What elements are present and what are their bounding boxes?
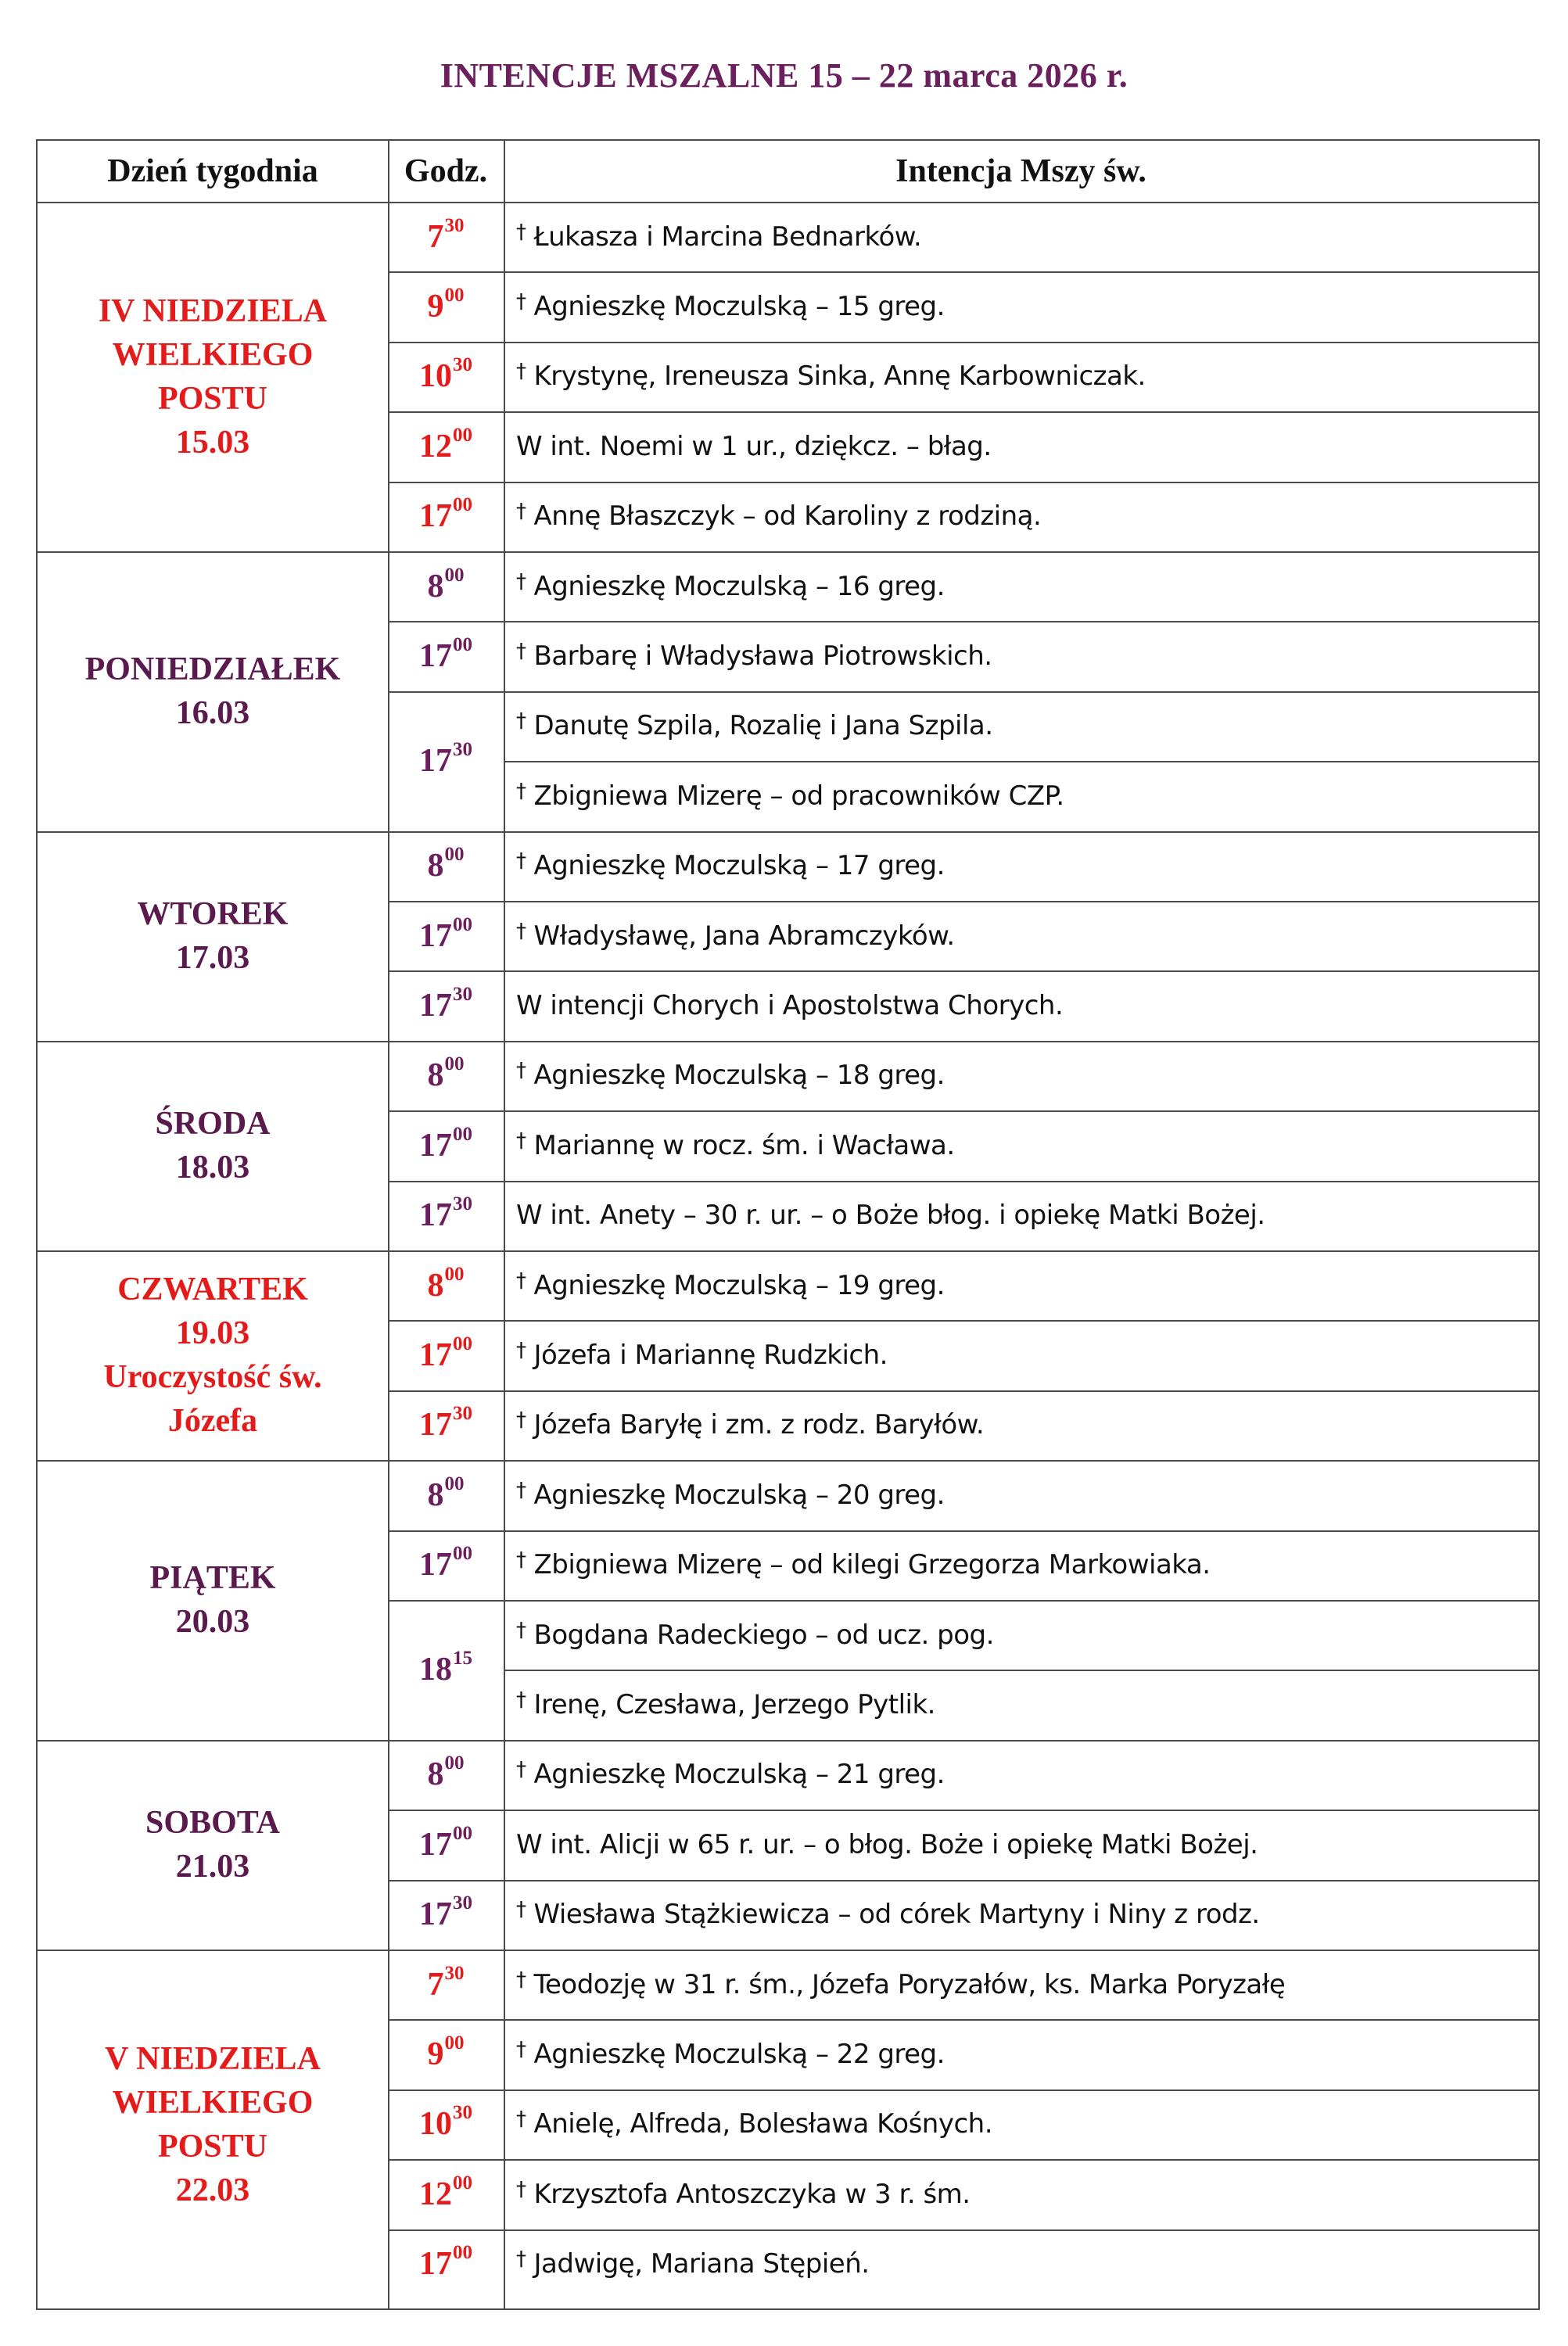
mass-time-hour: 8 (427, 1756, 444, 1793)
mass-time-hour: 10 (419, 2106, 452, 2143)
day-cell (38, 202, 388, 551)
cross-icon: † (516, 1618, 526, 1642)
intention-text: Łukasza i Marcina Bednarków. (533, 221, 922, 253)
cross-icon: † (516, 1898, 526, 1922)
mass-time-minutes: 30 (453, 2102, 472, 2124)
mass-time-minutes: 00 (444, 1752, 465, 1774)
mass-time-hour: 10 (419, 358, 452, 395)
cross-icon: † (516, 1268, 526, 1293)
intention-cell (504, 901, 1538, 970)
mass-time (388, 691, 504, 831)
intention-text: Zbigniewa Mizerę – od kilegi Grzegorza Markowiaka. (533, 1549, 1211, 1581)
mass-time (388, 411, 504, 481)
mass-time-hour: 18 (419, 1652, 452, 1688)
mass-time (388, 1880, 504, 1950)
day-label-line: PONIEDZIAŁEK (84, 651, 341, 687)
header-hour: Godz. (404, 153, 488, 189)
intention-text: Agnieszkę Moczulską – 18 greg. (533, 1060, 945, 1092)
mass-time-hour: 17 (419, 988, 452, 1024)
mass-time-minutes: 00 (453, 634, 472, 656)
cross-icon: † (516, 1408, 526, 1433)
mass-time (388, 901, 504, 970)
mass-intentions-table (36, 139, 1540, 2310)
mass-time (388, 970, 504, 1040)
page-title: INTENCJE MSZALNE 15 – 22 marca 2026 r. (440, 56, 1128, 95)
day-label-line: SOBOTA (145, 1804, 280, 1841)
mass-time-minutes: 00 (453, 1543, 472, 1565)
mass-time (388, 2229, 504, 2299)
intention-cell (504, 551, 1538, 621)
mass-time (388, 1110, 504, 1180)
day-cell (38, 551, 388, 831)
cross-icon: † (516, 1128, 526, 1153)
mass-time-minutes: 00 (453, 913, 472, 935)
mass-time-minutes: 00 (453, 1123, 472, 1145)
mass-time (388, 1600, 504, 1740)
intention-cell (504, 621, 1538, 691)
mass-time-hour: 17 (419, 1547, 452, 1584)
day-cell (38, 1740, 388, 1950)
intention-text: Józefa Baryłę i zm. z rodz. Baryłów. (533, 1409, 985, 1441)
header-intention: Intencja Mszy św. (895, 153, 1146, 189)
intention-text: Wiesława Stążkiewicza – od córek Martyny i Niny z rodz. (533, 1899, 1260, 1931)
mass-time-hour: 9 (427, 289, 444, 325)
day-label-line: PIĄTEK (149, 1559, 276, 1596)
mass-time-minutes: 00 (444, 1473, 465, 1494)
day-label-line: POSTU (157, 2128, 268, 2165)
mass-time-hour: 17 (419, 1127, 452, 1164)
mass-time-minutes: 30 (453, 354, 472, 376)
day-label-line: V NIEDZIELA (105, 2040, 321, 2077)
intention-text: Irenę, Czesława, Jerzego Pytlik. (533, 1689, 935, 1721)
cross-icon: † (516, 500, 526, 524)
intention-cell (504, 691, 1538, 761)
intention-cell (504, 1460, 1538, 1530)
mass-time-hour: 8 (427, 1267, 444, 1304)
mass-time (388, 1530, 504, 1600)
day-label-line: Uroczystość św. (103, 1359, 322, 1396)
intention-text: Józefa i Mariannę Rudzkich. (533, 1340, 888, 1372)
intention-cell (504, 1740, 1538, 1810)
cross-icon: † (516, 220, 526, 244)
intention-cell (504, 2090, 1538, 2159)
cross-icon: † (516, 779, 526, 803)
intention-text: W int. Noemi w 1 ur., dziękcz. – błag. (516, 430, 992, 462)
intention-text: Bogdana Radeckiego – od ucz. pog. (533, 1619, 994, 1651)
mass-time-minutes: 00 (453, 2242, 472, 2264)
mass-time (388, 1390, 504, 1460)
cross-icon: † (516, 360, 526, 384)
intention-text: Anielę, Alfreda, Bolesława Kośnych. (533, 2108, 992, 2140)
cross-icon: † (516, 2038, 526, 2062)
mass-time-minutes: 00 (444, 1263, 465, 1285)
mass-time-hour: 9 (427, 2036, 444, 2073)
intention-cell (504, 1950, 1538, 2019)
intention-text: Agnieszkę Moczulską – 22 greg. (533, 2039, 945, 2071)
mass-time (388, 1181, 504, 1250)
day-label-line: 18.03 (175, 1149, 250, 1186)
mass-time-hour: 8 (427, 1057, 444, 1094)
mass-time (388, 1740, 504, 1810)
cross-icon: † (516, 2177, 526, 2201)
day-label-line: CZWARTEK (117, 1272, 308, 1308)
mass-time-minutes: 00 (444, 285, 465, 307)
cross-icon: † (516, 2107, 526, 2132)
mass-time-hour: 12 (419, 2176, 452, 2212)
intention-text: Agnieszkę Moczulską – 20 greg. (533, 1479, 945, 1511)
mass-time (388, 202, 504, 271)
day-cell (38, 831, 388, 1041)
intention-text: Agnieszkę Moczulską – 21 greg. (533, 1759, 945, 1791)
intention-text: Mariannę w rocz. śm. i Wacława. (533, 1129, 955, 1161)
day-label-line: 16.03 (175, 694, 250, 731)
mass-time-hour: 17 (419, 498, 452, 535)
mass-time-hour: 8 (427, 568, 444, 604)
cross-icon: † (516, 1968, 526, 1992)
mass-time-hour: 17 (419, 917, 452, 954)
mass-time (388, 2019, 504, 2089)
mass-time-minutes: 15 (453, 1648, 472, 1670)
mass-time-hour: 17 (419, 2246, 452, 2283)
cross-icon: † (516, 2247, 526, 2272)
mass-time-minutes: 00 (444, 2032, 465, 2054)
mass-time (388, 1950, 504, 2019)
day-cell (38, 1250, 388, 1460)
mass-time-minutes: 00 (444, 1053, 465, 1075)
cross-icon: † (516, 919, 526, 943)
intention-cell (504, 2159, 1538, 2229)
day-label-line: WIELKIEGO (112, 2084, 314, 2121)
intention-cell (504, 2019, 1538, 2089)
mass-time-hour: 17 (419, 1896, 452, 1933)
mass-time-minutes: 30 (453, 1403, 472, 1425)
cross-icon: † (516, 1758, 526, 1782)
intention-cell (504, 970, 1538, 1040)
mass-time-minutes: 00 (444, 844, 465, 866)
mass-time-hour: 17 (419, 1826, 452, 1863)
mass-time (388, 271, 504, 341)
intention-cell (504, 202, 1538, 271)
mass-time (388, 551, 504, 621)
cross-icon: † (516, 1548, 526, 1573)
mass-time (388, 482, 504, 551)
cross-icon: † (516, 569, 526, 594)
mass-time-hour: 17 (419, 1337, 452, 1374)
header-day: Dzień tygodnia (107, 153, 318, 189)
mass-time-minutes: 00 (453, 1822, 472, 1844)
mass-time-minutes: 30 (453, 1193, 472, 1215)
day-label-line: ŚRODA (155, 1105, 271, 1142)
intention-text: W int. Alicji w 65 r. ur. – o błog. Boże i opiekę Matki Bożej. (516, 1828, 1258, 1860)
intention-cell (504, 1181, 1538, 1250)
mass-time-minutes: 00 (453, 494, 472, 516)
intention-cell (504, 1810, 1538, 1879)
mass-time-minutes: 30 (444, 1962, 465, 1984)
day-label-line: 21.03 (175, 1848, 250, 1885)
day-label-line: IV NIEDZIELA (98, 292, 328, 329)
intention-text: Agnieszkę Moczulską – 16 greg. (533, 570, 945, 602)
mass-time (388, 831, 504, 901)
intention-text: Krystynę, Ireneusza Sinka, Annę Karbowniczak. (533, 361, 1146, 393)
intention-cell (504, 1390, 1538, 1460)
mass-time-minutes: 30 (453, 739, 472, 761)
mass-time (388, 2090, 504, 2159)
mass-time (388, 621, 504, 691)
intention-text: Danutę Szpila, Rozalię i Jana Szpila. (533, 710, 993, 742)
intention-text: Agnieszkę Moczulską – 17 greg. (533, 850, 945, 882)
mass-time (388, 1320, 504, 1390)
mass-time-minutes: 00 (453, 1333, 472, 1355)
mass-time-minutes: 30 (444, 214, 465, 236)
mass-time-hour: 17 (419, 1197, 452, 1234)
mass-time-minutes: 00 (453, 2172, 472, 2194)
day-label-line: 19.03 (175, 1315, 250, 1352)
intention-cell (504, 411, 1538, 481)
day-label-line: 15.03 (175, 424, 250, 461)
cross-icon: † (516, 1059, 526, 1083)
intention-cell (504, 1670, 1538, 1739)
intention-text: Barbarę i Władysława Piotrowskich. (533, 640, 992, 673)
day-label-line: 17.03 (175, 939, 250, 976)
intention-cell (504, 2229, 1538, 2299)
mass-time-hour: 8 (427, 848, 444, 884)
intention-text: Agnieszkę Moczulską – 15 greg. (533, 291, 945, 323)
intention-text: W int. Anety – 30 r. ur. – o Boże błog. i opiekę Matki Bożej. (516, 1200, 1265, 1232)
mass-time-hour: 8 (427, 1476, 444, 1513)
intention-cell (504, 1880, 1538, 1950)
intention-cell (504, 1110, 1538, 1180)
intention-text: Annę Błaszczyk – od Karoliny z rodziną. (533, 500, 1042, 533)
intention-text: W intencji Chorych i Apostolstwa Chorych. (516, 990, 1064, 1022)
intention-cell (504, 1250, 1538, 1320)
cross-icon: † (516, 290, 526, 314)
day-label-line: POSTU (157, 380, 268, 417)
mass-time (388, 1810, 504, 1879)
mass-time (388, 1460, 504, 1530)
mass-time-minutes: 30 (453, 984, 472, 1006)
cross-icon: † (516, 709, 526, 734)
mass-time (388, 1041, 504, 1110)
mass-time-hour: 12 (419, 428, 452, 465)
intention-cell (504, 761, 1538, 830)
day-label-line: WIELKIEGO (112, 336, 314, 373)
mass-time-minutes: 30 (453, 1892, 472, 1914)
mass-time (388, 1250, 504, 1320)
intention-cell (504, 1530, 1538, 1600)
mass-time-minutes: 00 (453, 424, 472, 446)
cross-icon: † (516, 640, 526, 664)
intention-cell (504, 1600, 1538, 1670)
day-cell (38, 1950, 388, 2299)
intention-text: Zbigniewa Mizerę – od pracowników CZP. (533, 780, 1064, 812)
intention-cell (504, 831, 1538, 901)
mass-time-hour: 17 (419, 743, 452, 780)
mass-time-hour: 17 (419, 638, 452, 675)
mass-time-hour: 7 (427, 1966, 444, 2003)
mass-time-hour: 7 (427, 218, 444, 255)
cross-icon: † (516, 1339, 526, 1363)
day-label-line: Józefa (167, 1403, 258, 1440)
intention-cell (504, 342, 1538, 411)
cross-icon: † (516, 1688, 526, 1713)
day-label-line: 22.03 (175, 2172, 250, 2208)
intention-text: Teodozję w 31 r. śm., Józefa Poryzałów, ks. Marka Poryzałę (533, 1968, 1286, 2000)
intention-text: Jadwigę, Mariana Stępień. (533, 2248, 870, 2280)
cross-icon: † (516, 849, 526, 873)
day-label-line: 20.03 (175, 1603, 250, 1640)
day-cell (38, 1041, 388, 1250)
intention-cell (504, 1041, 1538, 1110)
cross-icon: † (516, 1478, 526, 1502)
intention-cell (504, 482, 1538, 551)
intention-cell (504, 1320, 1538, 1390)
mass-time (388, 2159, 504, 2229)
intention-text: Władysławę, Jana Abramczyków. (533, 920, 955, 952)
intention-text: Agnieszkę Moczulską – 19 greg. (533, 1269, 945, 1301)
day-cell (38, 1460, 388, 1740)
day-label-line: WTOREK (137, 895, 289, 932)
mass-time (388, 342, 504, 411)
mass-time-hour: 17 (419, 1407, 452, 1444)
intention-cell (504, 271, 1538, 341)
intention-text: Krzysztofa Antoszczyka w 3 r. śm. (533, 2178, 971, 2210)
mass-time-minutes: 00 (444, 564, 465, 586)
